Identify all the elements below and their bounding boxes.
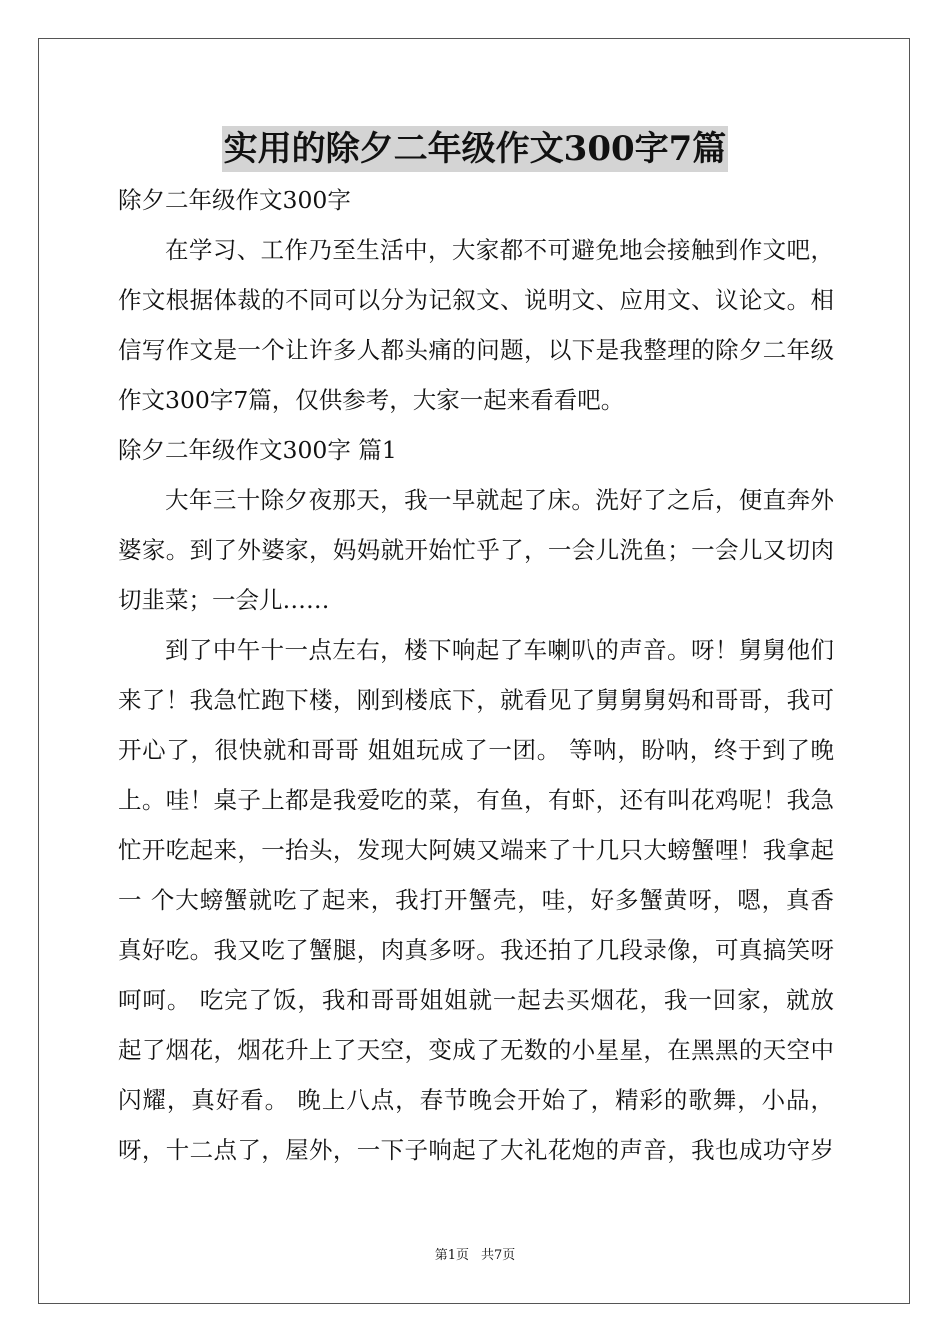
section-heading: 除夕二年级作文300字 篇1 (118, 436, 397, 464)
paragraph-line: 真好吃。我又吃了蟹腿，肉真多呀。我还拍了几段录像，可真搞笑呀 (118, 936, 834, 964)
paragraph-line: 起了烟花，烟花升上了天空，变成了无数的小星星，在黑黑的天空中 (118, 1036, 834, 1064)
paragraph-line: 到了中午十一点左右，楼下响起了车喇叭的声音。呀！舅舅他们 (165, 636, 834, 664)
page-number: 第1页 (434, 1248, 469, 1263)
paragraph-line: 来了！我急忙跑下楼，刚到楼底下，就看见了舅舅舅妈和哥哥，我可 (118, 686, 834, 714)
paragraph-line: 婆家。到了外婆家，妈妈就开始忙乎了，一会儿洗鱼；一会儿又切肉 (118, 536, 834, 564)
intro-paragraph (118, 225, 834, 425)
paragraph-line: 呀，十二点了，屋外，一下子响起了大礼花炮的声音，我也成功守岁 (118, 1136, 834, 1164)
page-footer (0, 1246, 950, 1266)
essay-paragraph-2 (118, 625, 834, 1175)
subtitle: 除夕二年级作文300字 (118, 186, 351, 214)
paragraph-line: 作文300字7篇，仅供参考，大家一起来看看吧。 (118, 386, 625, 414)
paragraph-line: 闪耀，真好看。 晚上八点，春节晚会开始了，精彩的歌舞，小品， (118, 1086, 834, 1114)
paragraph-line: 忙开吃起来，一抬头，发现大阿姨又端来了十几只大螃蟹哩！我拿起 (118, 836, 834, 864)
paragraph-line: 呵呵。 吃完了饭，我和哥哥姐姐就一起去买烟花，我一回家，就放 (118, 986, 834, 1014)
paragraph-line: 作文根据体裁的不同可以分为记叙文、说明文、应用文、议论文。相 (118, 286, 834, 314)
paragraph-line: 在学习、工作乃至生活中，大家都不可避免地会接触到作文吧， (165, 236, 834, 264)
title-container (0, 126, 950, 172)
paragraph-line: 上。哇！桌子上都是我爱吃的菜，有鱼，有虾，还有叫花鸡呢！我急 (118, 786, 834, 814)
document-body (118, 175, 834, 1175)
paragraph-line: 大年三十除夕夜那天，我一早就起了床。洗好了之后，便直奔外 (165, 486, 834, 514)
page-total: 共7页 (481, 1248, 516, 1263)
paragraph-line: 切韭菜；一会儿…… (118, 586, 330, 614)
paragraph-line: 开心了，很快就和哥哥 姐姐玩成了一团。 等呐，盼呐，终于到了晚 (118, 736, 834, 764)
paragraph-line: 信写作文是一个让许多人都头痛的问题，以下是我整理的除夕二年级 (118, 336, 834, 364)
paragraph-line: 一 个大螃蟹就吃了起来，我打开蟹壳，哇，好多蟹黄呀，嗯，真香 (118, 886, 834, 914)
essay-paragraph-1 (118, 475, 834, 625)
document-title: 实用的除夕二年级作文300字7篇 (222, 126, 729, 172)
